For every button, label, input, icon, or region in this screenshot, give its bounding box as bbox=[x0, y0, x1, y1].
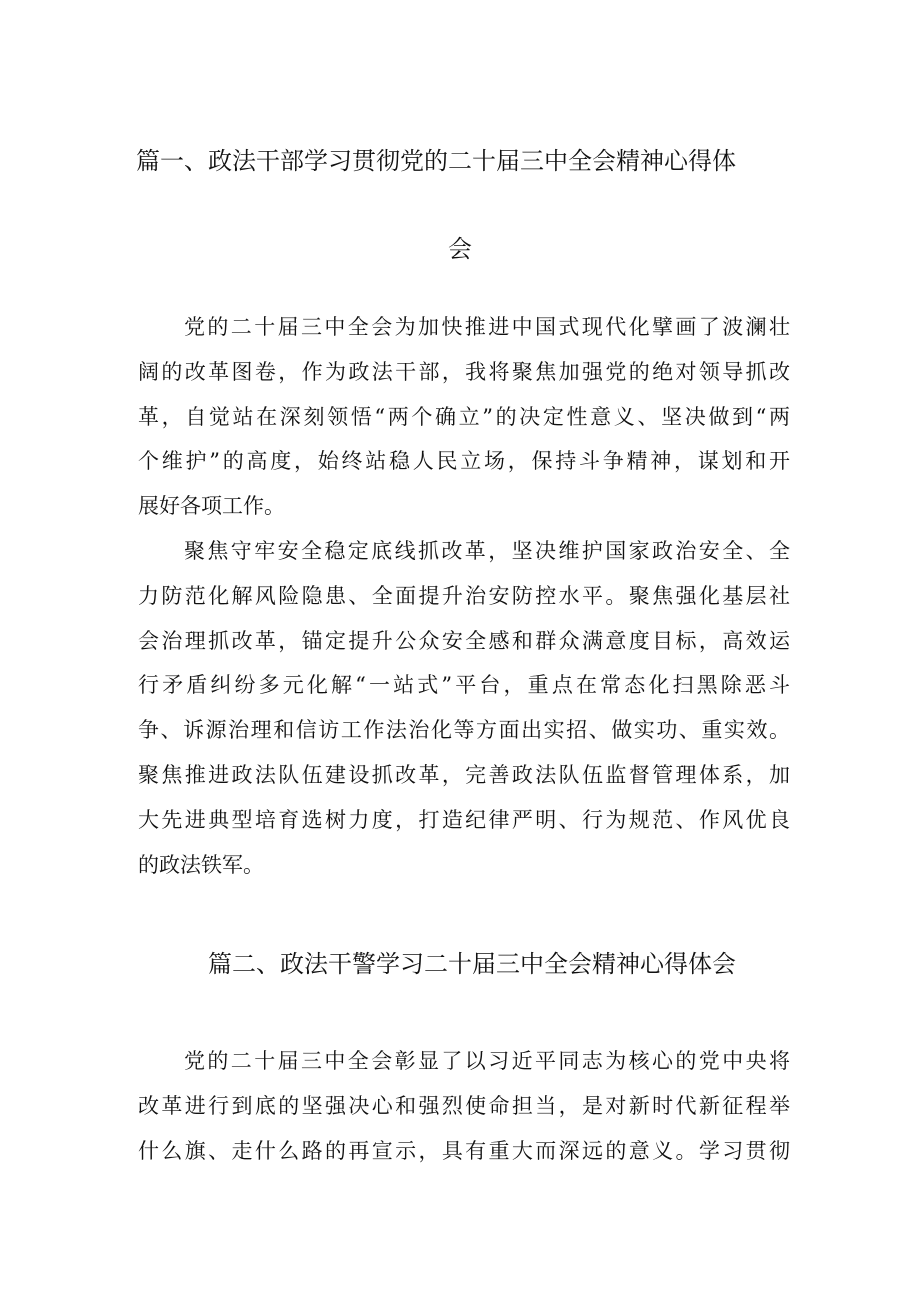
text-line: 行矛盾纠纷多元化解“一站式”平台，重点在常态化扫黑除恶斗 bbox=[138, 673, 790, 698]
text-line: 会治理抓改革，锚定提升公众安全感和群众满意度目标，高效运 bbox=[138, 628, 790, 653]
text-line: 改革进行到底的坚强决心和强烈使命担当，是对新时代新征程举 bbox=[138, 1093, 790, 1118]
section1-paragraph-2 bbox=[138, 529, 790, 887]
text-line: 聚焦推进政法队伍建设抓改革，完善政法队伍监督管理体系，加 bbox=[138, 762, 790, 787]
text-line: 聚焦守牢安全稳定底线抓改革，坚决维护国家政治安全、全 bbox=[184, 539, 790, 563]
text-line: 大先进典型培育选树力度，打造纪律严明、行为规范、作风优良 bbox=[138, 807, 790, 832]
text-line: 的政法铁军。 bbox=[138, 852, 264, 877]
text-line: 个维护”的高度，始终站稳人民立场，保持斗争精神，谋划和开 bbox=[138, 449, 790, 474]
text-line: 党的二十届三中全会为加快推进中国式现代化擘画了波澜壮 bbox=[184, 315, 790, 339]
section2-paragraph-1 bbox=[138, 1039, 790, 1173]
section1-title-line2: 会 bbox=[448, 235, 472, 263]
section1-paragraph-1 bbox=[138, 305, 790, 529]
text-line: 革，自觉站在深刻领悟“两个确立”的决定性意义、坚决做到“两 bbox=[138, 404, 790, 429]
text-line: 党的二十届三中全会彰显了以习近平同志为核心的党中央将 bbox=[184, 1049, 790, 1073]
text-line: 争、诉源治理和信访工作法治化等方面出实招、做实功、重实效。 bbox=[138, 718, 790, 743]
text-line: 阔的改革图卷，作为政法干部，我将聚焦加强党的绝对领导抓改 bbox=[138, 359, 790, 384]
text-line: 什么旗、走什么路的再宣示，具有重大而深远的意义。学习贯彻 bbox=[138, 1138, 790, 1163]
section2-title: 篇二、政法干警学习二十届三中全会精神心得体会 bbox=[208, 950, 736, 978]
text-line: 展好各项工作。 bbox=[138, 494, 285, 519]
text-line: 力防范化解风险隐患、全面提升治安防控水平。聚焦强化基层社 bbox=[138, 583, 790, 608]
section1-title-line1: 篇一、政法干部学习贯彻党的二十届三中全会精神心得体 bbox=[136, 147, 736, 175]
